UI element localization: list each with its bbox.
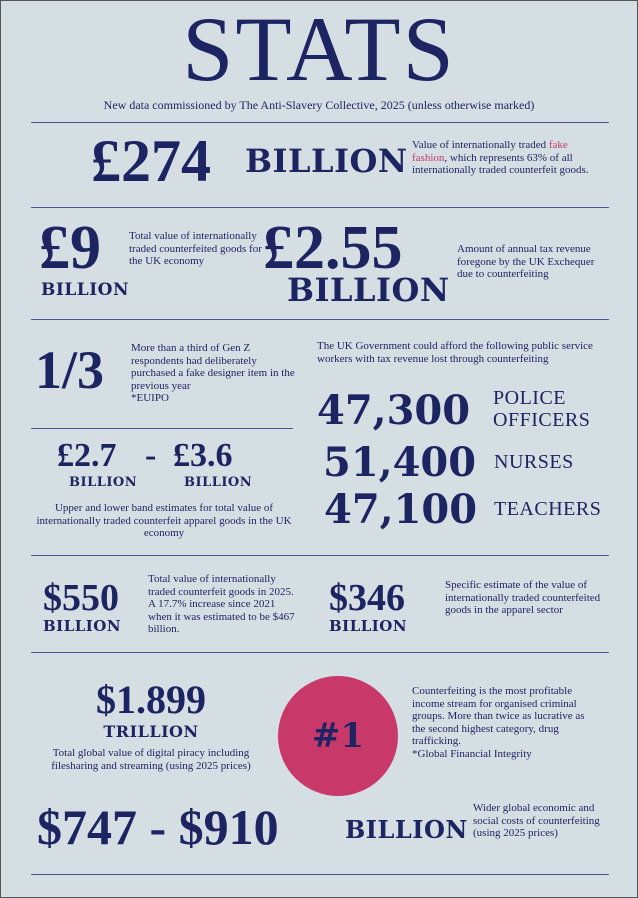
divider (31, 319, 609, 320)
page-title: STATS (182, 0, 456, 100)
stat-255-description: Amount of annual tax revenue foregone by the UK Exchequer due to counterfeiting (457, 243, 595, 280)
service-number-police: 47,300 (317, 387, 471, 434)
services-intro: The UK Government could afford the following public service workers with tax revenue lost through counterfeiting (317, 340, 593, 365)
divider (31, 555, 609, 556)
stat-third-source: *EUIPO (131, 392, 169, 404)
fake-fashion-highlight: fake fashion (412, 139, 568, 164)
service-label-police: POLICE OFFICERS (493, 387, 591, 431)
stat-1899-description: Total global value of digital piracy including filesharing and streaming (using 2025 prices) (51, 747, 251, 772)
stat-550-description: Total value of internationally traded counterfeit goods in 2025. A 17.7% increase since 2021 when it was estimated to be $467 billion. (148, 573, 295, 635)
stat-550-unit: BILLION (43, 617, 122, 635)
stat-9-value: £9 (39, 214, 101, 282)
divider (31, 874, 609, 875)
stat-third-description: More than a third of Gen Z respondents had deliberately purchased a fake designer item in the previous year *EUIPO (131, 342, 295, 404)
stat-255-unit: BILLION (287, 271, 450, 309)
stat-1899-unit: TRILLION (103, 722, 199, 741)
stat-255-value: £2.55 (263, 214, 403, 282)
service-number-teachers: 47,100 (324, 486, 478, 533)
stat-global-unit: BILLION (345, 815, 468, 844)
stat-550-value: $550 (43, 577, 119, 619)
stat-346-value: $346 (329, 577, 405, 619)
stat-346-unit: BILLION (329, 617, 408, 635)
stat-range-dash: - (145, 437, 157, 474)
stat-range-high-unit: BILLION (184, 475, 253, 490)
stat-346-description: Specific estimate of the value of internationally traded counterfeited goods in the apparel sector (445, 579, 601, 616)
stat-range-low: £2.7 (57, 437, 117, 474)
stat-range-low-unit: BILLION (69, 475, 138, 490)
stat-274-unit: BILLION (245, 142, 408, 180)
service-number-nurses: 51,400 (323, 439, 477, 486)
service-label-teachers: TEACHERS (494, 498, 602, 520)
stat-9-unit: BILLION (41, 280, 130, 300)
divider (31, 122, 609, 123)
divider (31, 652, 609, 653)
number-one-badge (278, 676, 398, 796)
divider (31, 428, 293, 429)
stat-global-description: Wider global economic and social costs of counterfeiting (using 2025 prices) (473, 802, 600, 839)
number-one-label: #1 (311, 716, 365, 756)
stat-9-description: Total value of internationally traded counterfeited goods for the UK economy (129, 230, 262, 267)
stat-range-description: Upper and lower band estimates for total value of internationally traded counterfeit apparel goods in the UK economy (36, 502, 292, 539)
stat-274-description: Value of internationally traded fake fashion, which represents 63% of all internationally traded counterfeit goods. (412, 139, 589, 176)
page-subtitle: New data commissioned by The Anti-Slavery Collective, 2025 (unless otherwise marked) (103, 98, 535, 112)
stat-274-value: £274 (91, 128, 211, 194)
stat-number-one-source: *Global Financial Integrity (412, 747, 532, 760)
stat-range-high: £3.6 (173, 437, 233, 474)
divider (31, 207, 609, 208)
stat-number-one-description: Counterfeiting is the most profitable income stream for organised criminal groups. More than twice as lucrative as the second highest category, drug trafficking. *Global Financial Integrity (412, 685, 585, 760)
service-label-nurses: NURSES (494, 451, 574, 473)
stat-1899-value: $1.899 (96, 677, 206, 722)
stat-global-value: $747 - $910 (37, 799, 279, 855)
stat-third-value: 1/3 (35, 340, 105, 400)
